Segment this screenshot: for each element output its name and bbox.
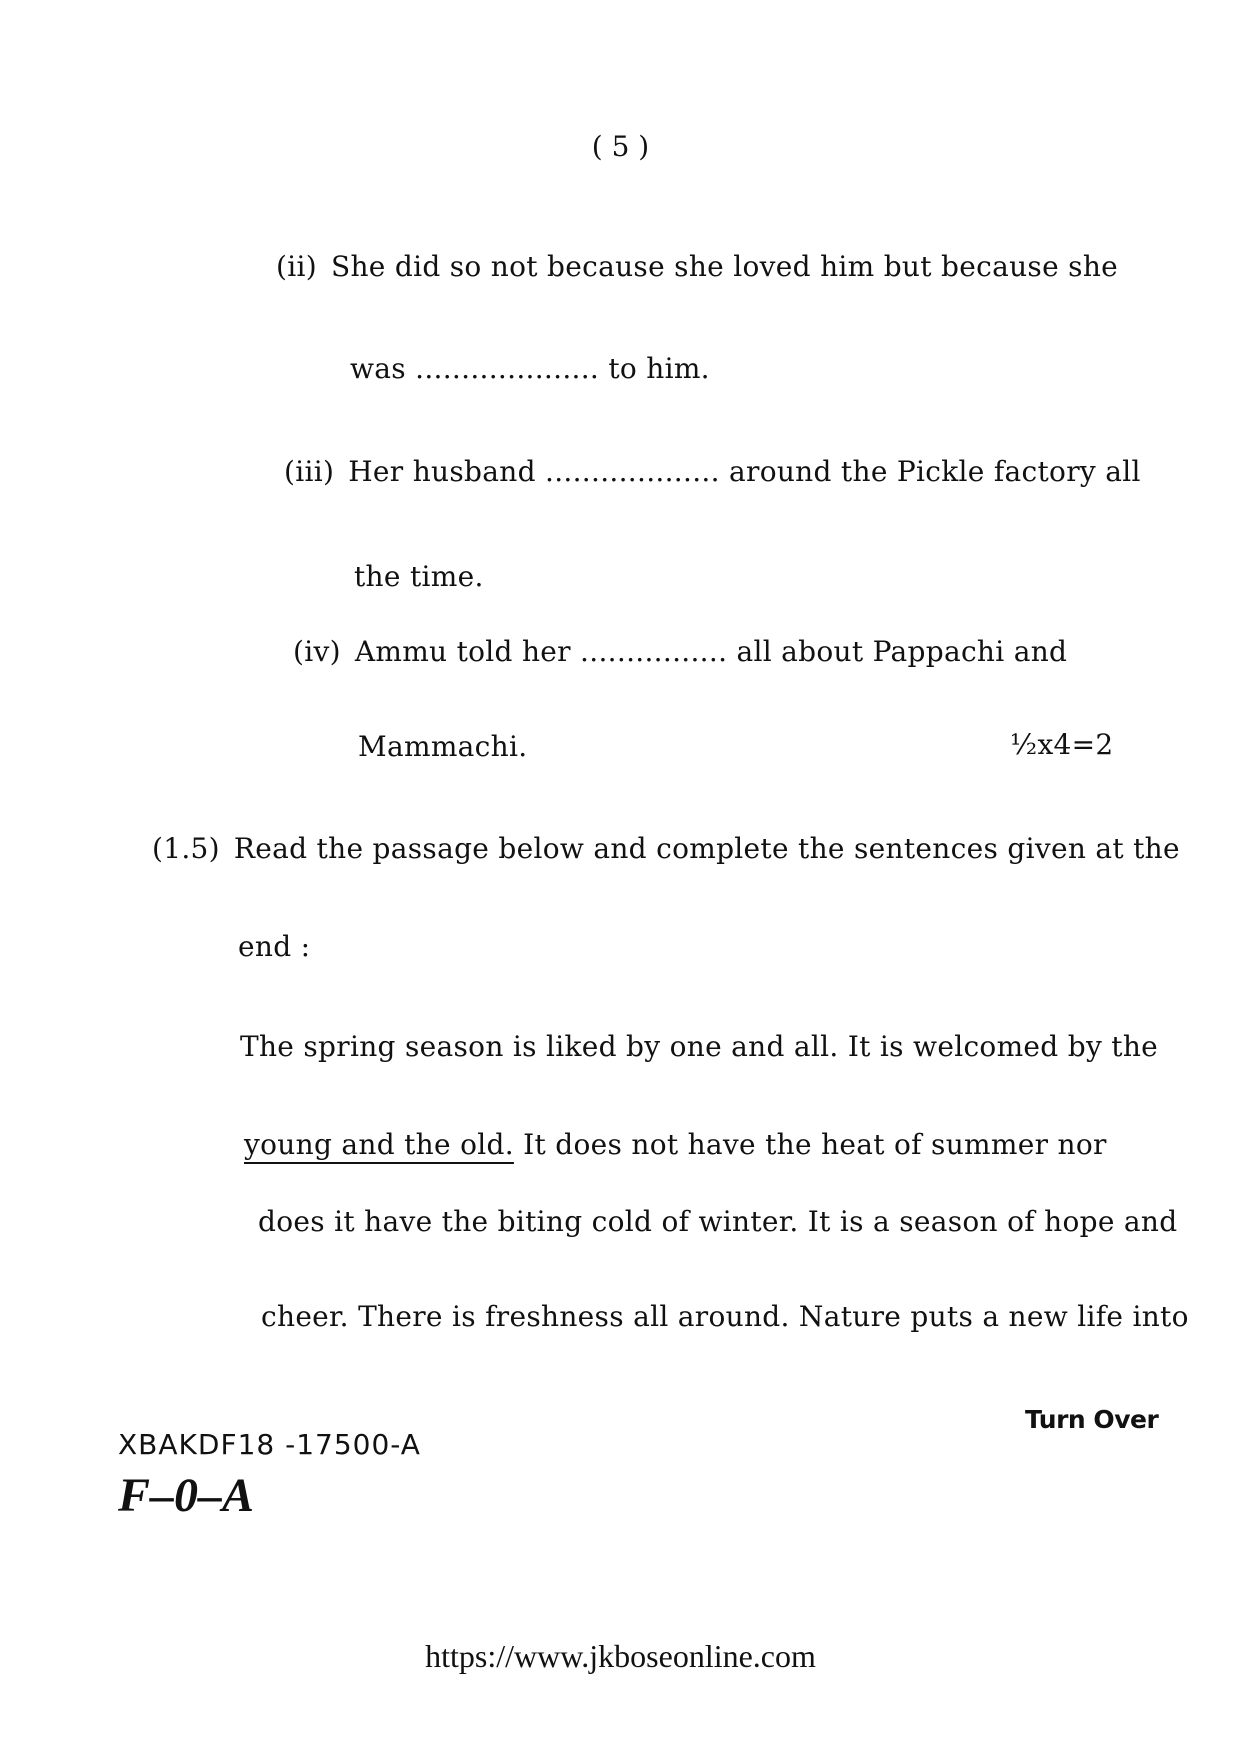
passage-line-1: The spring season is liked by one and all. It is welcomed by the — [240, 1030, 1159, 1063]
item-text: Her husband ................... around the Pickle factory all — [348, 455, 1141, 488]
section-number: (1.5) — [152, 832, 220, 865]
section-1-5-instruction — [152, 832, 1180, 865]
item-label: (iii) — [284, 455, 335, 488]
passage-line-2-rest: It does not have the heat of summer nor — [523, 1128, 1107, 1161]
passage-line-3: does it have the biting cold of winter. It is a season of hope and — [258, 1205, 1178, 1238]
question-item-iii-continuation: the time. — [354, 560, 484, 593]
passage-line-2 — [244, 1128, 1107, 1161]
section-1-5-instruction-continuation: end : — [238, 930, 311, 963]
exam-code: XBAKDF18 -17500-A — [118, 1428, 421, 1461]
turn-over-label: Turn Over — [1025, 1405, 1159, 1434]
marks-allocation: ½x4=2 — [1010, 728, 1114, 761]
item-label: (ii) — [276, 250, 317, 283]
question-item-ii — [276, 250, 1118, 283]
question-item-ii-continuation: was .................... to him. — [350, 352, 710, 385]
page-number: ( 5 ) — [591, 130, 650, 163]
passage-line-4: cheer. There is freshness all around. Nature puts a new life into — [261, 1300, 1189, 1333]
paper-code: F–0–A — [118, 1469, 255, 1522]
instruction-text: Read the passage below and complete the sentences given at the — [233, 832, 1180, 865]
item-label: (iv) — [293, 635, 341, 668]
item-text: Ammu told her ................ all about Pappachi and — [354, 635, 1068, 668]
item-text: She did so not because she loved him but because she — [330, 250, 1119, 283]
question-item-iv — [293, 635, 1067, 668]
website-url[interactable]: https://www.jkboseonline.com — [425, 1638, 816, 1674]
question-item-iii — [284, 455, 1141, 488]
question-item-iv-continuation: Mammachi. — [358, 730, 528, 763]
underlined-phrase: young and the old. — [244, 1128, 514, 1161]
